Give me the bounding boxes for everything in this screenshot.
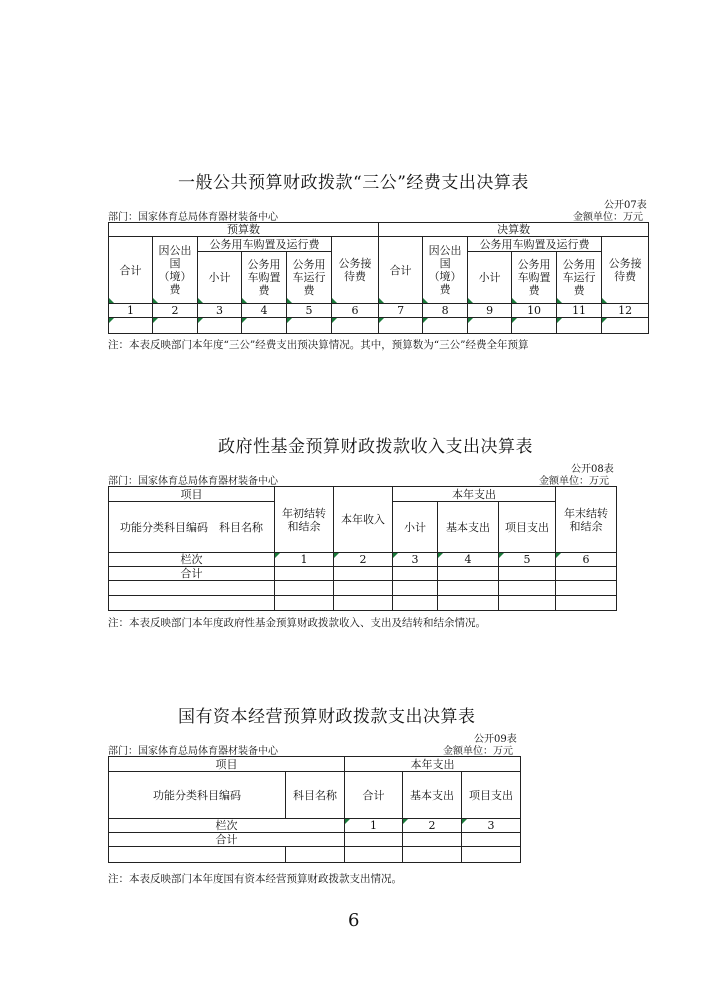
code-header: 功能分类科目编码: [109, 772, 286, 819]
data-cell: [287, 318, 332, 334]
data-cell: [438, 567, 499, 581]
data-cell: [109, 581, 275, 596]
data-cell: [109, 318, 153, 334]
data-cell: [379, 318, 423, 334]
data-cell: [242, 318, 287, 334]
data-cell: [499, 596, 556, 611]
col-number: 2: [153, 304, 198, 318]
budget-abroad-header: 因公出 国 （境） 费: [153, 237, 198, 304]
final-reception-header: 公务接 待费: [602, 237, 649, 304]
table8-title: 政府性基金预算财政拨款收入支出决算表: [218, 437, 533, 457]
data-cell: [393, 596, 438, 611]
data-cell: [403, 847, 462, 863]
col-number: 3: [393, 553, 438, 567]
col-number: 3: [198, 304, 242, 318]
data-cell: [393, 581, 438, 596]
table8-unit: 金额单位：万元: [539, 476, 609, 487]
final-header: 决算数: [379, 223, 649, 237]
data-cell: [153, 318, 198, 334]
data-cell: [109, 847, 286, 863]
table7-unit: 金额单位：万元: [573, 212, 643, 223]
income-header: 本年收入: [334, 487, 393, 553]
col-number: 11: [557, 304, 602, 318]
total-label: 合计: [109, 833, 345, 847]
page-number: 6: [348, 910, 360, 931]
data-cell: [275, 596, 334, 611]
data-cell: [198, 318, 242, 334]
data-cell: [499, 581, 556, 596]
budget-running-header: 公务用 车运行 费: [287, 252, 332, 304]
data-cell: [403, 833, 462, 847]
data-cell: [556, 567, 617, 581]
col-number: 9: [468, 304, 512, 318]
budget-vehicle-group-header: 公务用车购置及运行费: [198, 237, 332, 252]
col-number: 1: [109, 304, 153, 318]
data-cell: [334, 567, 393, 581]
budget-header: 预算数: [109, 223, 379, 237]
data-cell: [462, 847, 521, 863]
data-cell: [462, 833, 521, 847]
total-label: 合计: [109, 567, 275, 581]
col-number: 6: [556, 553, 617, 567]
data-cell: [423, 318, 468, 334]
data-cell: [332, 318, 379, 334]
data-cell: [393, 567, 438, 581]
end-balance-header: 年末结转 和结余: [556, 487, 617, 553]
col-number: 4: [242, 304, 287, 318]
table-row: [109, 596, 617, 611]
data-cell: [512, 318, 557, 334]
table-row: [109, 318, 649, 334]
table9-unit: 金额单位：万元: [443, 746, 513, 757]
table8-department: 部门：国家体育总局体育器材装备中心: [108, 476, 278, 487]
budget-purchase-header: 公务用 车购置 费: [242, 252, 287, 304]
final-vehicle-group-header: 公务用车购置及运行费: [468, 237, 602, 252]
data-cell: [275, 567, 334, 581]
table7-department: 部门：国家体育总局体育器材装备中心: [108, 212, 278, 223]
basic-expense-header: 基本支出: [403, 772, 462, 819]
lanci-label: 栏次: [109, 819, 345, 833]
subtotal-header: 小计: [393, 502, 438, 553]
data-cell: [556, 581, 617, 596]
budget-subtotal-header: 小计: [198, 252, 242, 304]
col-number: 10: [512, 304, 557, 318]
final-abroad-header: 因公出 国 （境） 费: [423, 237, 468, 304]
col-number: 5: [499, 553, 556, 567]
col-number: 2: [334, 553, 393, 567]
name-header: 科目名称: [286, 772, 345, 819]
item-header: 项目: [109, 487, 275, 502]
final-purchase-header: 公务用 车购置 费: [512, 252, 557, 304]
data-cell: [345, 847, 403, 863]
begin-balance-header: 年初结转 和结余: [275, 487, 334, 553]
data-cell: [468, 318, 512, 334]
table8-note: 注：本表反映部门本年度政府性基金预算财政拨款收入、支出及结转和结余情况。: [108, 617, 486, 629]
table-row: [109, 847, 521, 863]
table7-code: 公开07表: [604, 200, 647, 211]
table9-note: 注：本表反映部门本年度国有资本经营预算财政拨款支出情况。: [108, 873, 402, 885]
col-number: 2: [403, 819, 462, 833]
data-cell: [438, 596, 499, 611]
col-number: 1: [275, 553, 334, 567]
expense-group-header: 本年支出: [393, 487, 556, 502]
project-expense-header: 项目支出: [462, 772, 521, 819]
table-row: [109, 581, 617, 596]
project-expense-header: 项目支出: [499, 502, 556, 553]
col-number: 7: [379, 304, 423, 318]
table9-department: 部门：国家体育总局体育器材装备中心: [108, 746, 278, 757]
budget-total-header: 合计: [109, 237, 153, 304]
data-cell: [334, 596, 393, 611]
col-number: 6: [332, 304, 379, 318]
table8: [108, 486, 617, 611]
table-row: [109, 567, 617, 581]
lanci-label: 栏次: [109, 553, 275, 567]
table9-title: 国有资本经营预算财政拨款支出决算表: [178, 707, 476, 727]
data-cell: [286, 847, 345, 863]
table7: [108, 222, 649, 334]
table7-title: 一般公共预算财政拨款“三公”经费支出决算表: [178, 173, 529, 193]
table9-code: 公开09表: [474, 734, 517, 745]
col-number: 8: [423, 304, 468, 318]
expense-group-header: 本年支出: [345, 757, 521, 772]
item-header: 项目: [109, 757, 345, 772]
table-row: [109, 833, 521, 847]
final-subtotal-header: 小计: [468, 252, 512, 304]
data-cell: [438, 581, 499, 596]
col-number: 3: [462, 819, 521, 833]
table9: [108, 756, 521, 863]
data-cell: [334, 581, 393, 596]
col-number: 4: [438, 553, 499, 567]
col-number: 1: [345, 819, 403, 833]
basic-expense-header: 基本支出: [438, 502, 499, 553]
total-header: 合计: [345, 772, 403, 819]
budget-reception-header: 公务接 待费: [332, 237, 379, 304]
table8-code: 公开08表: [571, 464, 614, 475]
col-number: 5: [287, 304, 332, 318]
data-cell: [109, 596, 275, 611]
final-running-header: 公务用 车运行 费: [557, 252, 602, 304]
data-cell: [499, 567, 556, 581]
col-number: 12: [602, 304, 649, 318]
data-cell: [557, 318, 602, 334]
table7-note: 注：本表反映部门本年度“三公”经费支出预决算情况。其中，预算数为“三公”经费全年预算: [108, 339, 529, 351]
final-total-header: 合计: [379, 237, 423, 304]
data-cell: [275, 581, 334, 596]
data-cell: [602, 318, 649, 334]
code-name-header: 功能分类科目编码 科目名称: [109, 502, 275, 553]
data-cell: [556, 596, 617, 611]
data-cell: [345, 833, 403, 847]
